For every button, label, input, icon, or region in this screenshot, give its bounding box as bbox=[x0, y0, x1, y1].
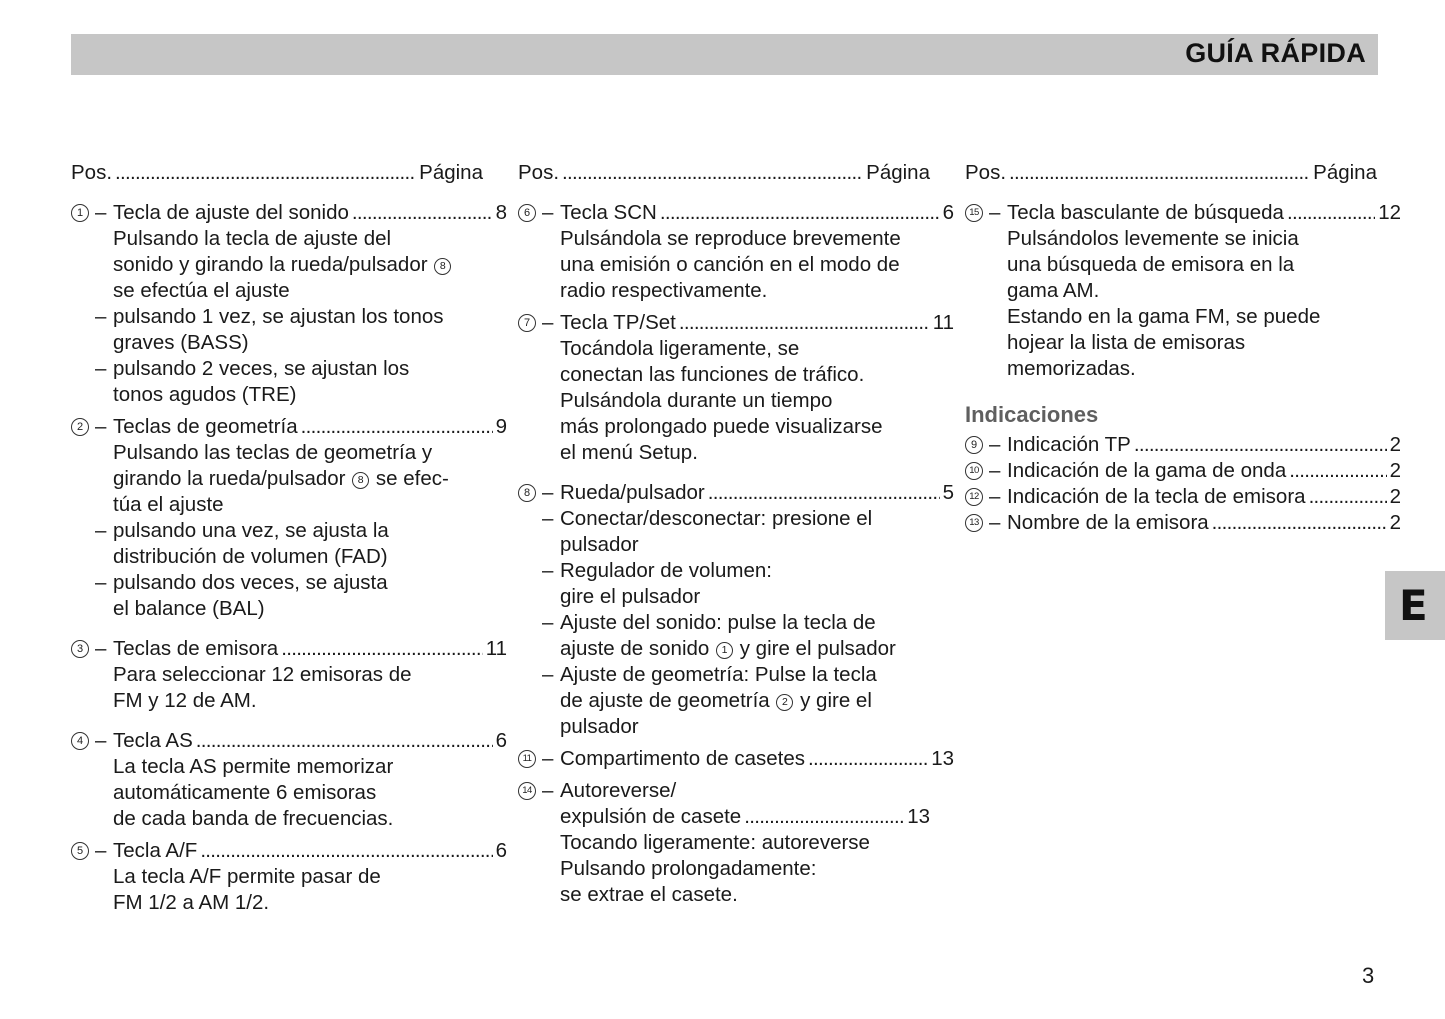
column-2 bbox=[518, 160, 954, 908]
item-title-cont: expulsión de casete bbox=[560, 805, 742, 828]
pagina-label: Página bbox=[419, 161, 483, 184]
item-text: el menú Setup. bbox=[560, 441, 698, 464]
item-title: Indicación de la gama de onda bbox=[1007, 459, 1287, 482]
item-title: Tecla basculante de búsqueda bbox=[1007, 201, 1284, 224]
ref-number: 1 bbox=[716, 642, 733, 659]
item-number: 3 bbox=[71, 640, 89, 658]
list-item-4: 4 – Tecla AS . . . 6 La tecla AS permite memorizar automáticamente 6 emisoras de cada banda de frecuencias. bbox=[71, 728, 483, 832]
item-page: 5 bbox=[942, 481, 954, 504]
item-page: 9 bbox=[495, 415, 507, 438]
item-title: Teclas de emisora bbox=[113, 637, 279, 660]
dash: – bbox=[95, 201, 107, 224]
item-number: 2 bbox=[71, 418, 89, 436]
item-title: Tecla A/F bbox=[113, 839, 198, 862]
sub-item-text: ajuste de sonido 1 y gire el pulsador bbox=[560, 637, 896, 660]
page-number: 3 bbox=[1362, 963, 1375, 988]
item-page: 11 bbox=[932, 311, 954, 334]
item-text: FM 1/2 a AM 1/2. bbox=[113, 891, 270, 914]
item-number: 8 bbox=[518, 484, 536, 502]
item-text: FM y 12 de AM. bbox=[113, 689, 257, 712]
item-text: Pulsando la tecla de ajuste del bbox=[113, 227, 392, 250]
list-item-3: 3 – Teclas de emisora . . . 11 Para seleccionar 12 emisoras de FM y 12 de AM. bbox=[71, 636, 483, 714]
item-text: Pulsando prolongadamente: bbox=[560, 857, 817, 880]
item-title: Teclas de geometría bbox=[113, 415, 298, 438]
item-number: 10 bbox=[965, 462, 983, 480]
item-title: Tecla TP/Set bbox=[560, 311, 676, 334]
indication-list bbox=[965, 432, 1401, 536]
item-text: girando la rueda/pulsador 8 se efec- bbox=[113, 467, 449, 490]
list-item: 12 – Indicación de la tecla de emisora . . . 2 bbox=[965, 484, 1401, 510]
sub-item-text: graves (BASS) bbox=[113, 331, 249, 354]
item-text: túa el ajuste bbox=[113, 493, 224, 516]
sub-item-text: de ajuste de geometría 2 y gire el bbox=[560, 689, 872, 712]
sub-item: – Ajuste del sonido: pulse la tecla de bbox=[542, 611, 876, 634]
list-item: 10 – Indicación de la gama de onda . . . 2 bbox=[965, 458, 1401, 484]
sub-item: – Regulador de volumen: bbox=[542, 559, 772, 582]
item-text: Pulsando las teclas de geometría y bbox=[113, 441, 433, 464]
pos-header bbox=[965, 160, 1377, 186]
list-item-1 bbox=[71, 200, 507, 408]
item-text: Pulsándola se reproduce brevemente bbox=[560, 227, 901, 250]
sub-item-text: pulsador bbox=[560, 533, 639, 556]
item-text: se extrae el casete. bbox=[560, 883, 738, 906]
item-text: Tocando ligeramente: autoreverse bbox=[560, 831, 870, 854]
pos-label: Pos. bbox=[71, 161, 113, 184]
item-text: hojear la lista de emisoras bbox=[1007, 331, 1246, 354]
item-page: 2 bbox=[1389, 433, 1401, 456]
page-title: GUÍA RÁPIDA bbox=[1185, 38, 1366, 68]
pos-label: Pos. bbox=[965, 161, 1007, 184]
list-item-7: 7 – Tecla TP/Set . . . 11 Tocándola ligeramente, se conectan las funciones de tráfico. Pulsándola durante un tiempo más prolongado puede visualizarse el menú Setup. bbox=[518, 310, 930, 466]
list-item-2: 2 – Teclas de geometría . . . 9 Pulsando las teclas de geometría y girando la rueda/pulsador 8 se efec- túa el ajuste – pulsando una vez, se ajusta la distribución de volumen (FAD) – pulsando dos veces, se ajusta el balance (BAL) bbox=[71, 414, 483, 622]
item-number: 12 bbox=[965, 488, 983, 506]
item-page: 6 bbox=[495, 729, 507, 752]
item-text: conectan las funciones de tráfico. bbox=[560, 363, 865, 386]
sub-item: – pulsando 2 veces, se ajustan los bbox=[95, 357, 410, 380]
column-3 bbox=[965, 160, 1401, 536]
item-text: una búsqueda de emisora en la bbox=[1007, 253, 1295, 276]
item-text: La tecla AS permite memorizar bbox=[113, 755, 394, 778]
item-text: Para seleccionar 12 emisoras de bbox=[113, 663, 412, 686]
list-item: 13 – Nombre de la emisora . . . 2 bbox=[965, 510, 1401, 536]
list-item-8: 8 – Rueda/pulsador . . . 5 – Conectar/desconectar: presione el pulsador – Regulador de volumen: gire el pulsador – Ajuste del sonido: pulse la tecla de ajuste de sonido 1 y gire el pulsador – Ajuste de geometría: Pulse la tecla de ajuste de geometría 2 y gire el pulsador bbox=[518, 480, 930, 740]
item-title: Tecla de ajuste del sonido bbox=[113, 201, 349, 224]
item-text: se efectúa el ajuste bbox=[113, 279, 290, 302]
item-text: más prolongado puede visualizarse bbox=[560, 415, 883, 438]
sub-item-text: gire el pulsador bbox=[560, 585, 701, 608]
item-page: 11 bbox=[485, 637, 507, 660]
pagina-label: Página bbox=[866, 161, 930, 184]
item-number: 1 bbox=[71, 204, 89, 222]
item-number: 4 bbox=[71, 732, 89, 750]
item-number: 5 bbox=[71, 842, 89, 860]
item-text: memorizadas. bbox=[1007, 357, 1136, 380]
item-page: 6 bbox=[942, 201, 954, 224]
list-item-14: 14 – Autoreverse/ expulsión de casete . . . 13 Tocando ligeramente: autoreverse Pulsando prolongadamente: se extrae el casete. bbox=[518, 778, 930, 908]
item-text: una emisión o canción en el modo de bbox=[560, 253, 900, 276]
sub-item: – Ajuste de geometría: Pulse la tecla bbox=[542, 663, 877, 686]
item-page: 2 bbox=[1389, 511, 1401, 534]
item-number: 11 bbox=[518, 750, 536, 768]
item-text: Pulsándola durante un tiempo bbox=[560, 389, 833, 412]
item-text: Tocándola ligeramente, se bbox=[560, 337, 800, 360]
item-title: Indicación de la tecla de emisora bbox=[1007, 485, 1306, 508]
item-number: 6 bbox=[518, 204, 536, 222]
item-text: La tecla A/F permite pasar de bbox=[113, 865, 381, 888]
pos-header bbox=[71, 160, 483, 186]
sub-item: – Conectar/desconectar: presione el bbox=[542, 507, 873, 530]
item-number: 15 bbox=[965, 204, 983, 222]
pos-header bbox=[518, 160, 930, 186]
item-title: Indicación TP bbox=[1007, 433, 1131, 456]
language-tab bbox=[1385, 571, 1445, 640]
item-title: Autoreverse/ bbox=[560, 779, 677, 802]
item-title: Rueda/pulsador bbox=[560, 481, 705, 504]
item-number: 7 bbox=[518, 314, 536, 332]
sub-item: – pulsando dos veces, se ajusta bbox=[95, 571, 388, 594]
item-number: 13 bbox=[965, 514, 983, 532]
ref-number: 8 bbox=[434, 258, 451, 275]
list-item-15: 15 – Tecla basculante de búsqueda . . . 12 Pulsándolos levemente se inicia una búsqueda de emisora en la gama AM. Estando en la gama FM, se puede hojear la lista de emisoras memorizadas. bbox=[965, 200, 1377, 382]
sub-item-text: pulsador bbox=[560, 715, 639, 738]
column-1 bbox=[71, 160, 507, 916]
list-item: 9 – Indicación TP . . . 2 bbox=[965, 432, 1401, 458]
sub-item-text: tonos agudos (TRE) bbox=[113, 383, 297, 406]
ref-number: 2 bbox=[776, 694, 793, 711]
item-page: 2 bbox=[1389, 459, 1401, 482]
item-text: sonido y girando la rueda/pulsador 8 bbox=[71, 252, 483, 278]
item-text: radio respectivamente. bbox=[560, 279, 768, 302]
list-item-5: 5 – Tecla A/F . . . 6 La tecla A/F permite pasar de FM 1/2 a AM 1/2. bbox=[71, 838, 483, 916]
item-page: 8 bbox=[495, 201, 507, 224]
item-number: 9 bbox=[965, 436, 983, 454]
leader-dots bbox=[115, 160, 416, 186]
language-tab-letter: E bbox=[1399, 581, 1428, 630]
sub-item: – pulsando 1 vez, se ajustan los tonos bbox=[95, 305, 444, 328]
list-item-6: 6 – Tecla SCN . . . 6 Pulsándola se reproduce brevemente una emisión o canción en el modo de radio respectivamente. bbox=[518, 200, 930, 304]
item-title: Nombre de la emisora bbox=[1007, 511, 1209, 534]
item-number: 14 bbox=[518, 782, 536, 800]
item-title: Compartimento de casetes bbox=[560, 747, 805, 770]
header-bar bbox=[71, 34, 1378, 75]
item-title: Tecla AS bbox=[113, 729, 193, 752]
item-title: Tecla SCN bbox=[560, 201, 657, 224]
section-title-indicaciones: Indicaciones bbox=[965, 402, 1099, 427]
sub-item: – pulsando una vez, se ajusta la bbox=[95, 519, 389, 542]
item-text: gama AM. bbox=[1007, 279, 1100, 302]
item-page: 13 bbox=[931, 747, 954, 770]
ref-number: 8 bbox=[352, 472, 369, 489]
item-text: Pulsándolos levemente se inicia bbox=[1007, 227, 1299, 250]
item-page: 6 bbox=[495, 839, 507, 862]
item-page: 2 bbox=[1389, 485, 1401, 508]
item-text: Estando en la gama FM, se puede bbox=[1007, 305, 1321, 328]
list-item-11: 11 – Compartimento de casetes . . . 13 bbox=[518, 746, 930, 772]
sub-item-text: distribución de volumen (FAD) bbox=[113, 545, 388, 568]
pagina-label: Página bbox=[1313, 161, 1377, 184]
item-text: automáticamente 6 emisoras bbox=[113, 781, 377, 804]
item-text: de cada banda de frecuencias. bbox=[113, 807, 394, 830]
pos-label: Pos. bbox=[518, 161, 560, 184]
item-page: 12 bbox=[1378, 201, 1401, 224]
sub-item-text: el balance (BAL) bbox=[113, 597, 265, 620]
item-page: 13 bbox=[907, 805, 930, 828]
